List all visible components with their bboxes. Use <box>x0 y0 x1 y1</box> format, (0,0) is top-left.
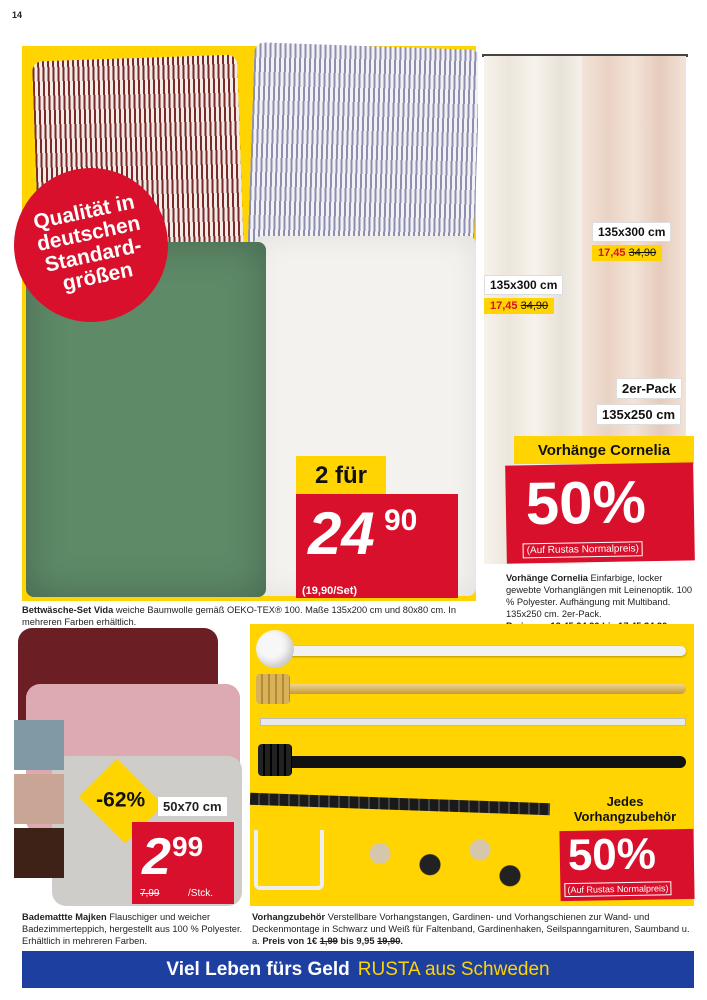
curtains-title-box: Vorhänge Cornelia <box>514 436 694 464</box>
hardware-discount: 50% <box>567 829 657 881</box>
curtains-discount: 50% <box>525 468 647 538</box>
hardware-discount-note: (Auf Rustas Normalpreis) <box>564 881 671 897</box>
rod-white-finial <box>256 630 294 668</box>
footer-brand: RUSTA aus Schweden <box>357 958 550 980</box>
bathmat-price-old: 7,99 <box>140 888 160 899</box>
curtain-price-b: 17,45 34,90 <box>484 298 554 314</box>
bracket-white <box>254 830 324 890</box>
bathmat-discount-badge: -62% <box>79 759 164 844</box>
bathmat-price-main: 2 <box>142 828 171 886</box>
quality-badge-text: Qualität in deutschen Standard-größen <box>31 190 144 296</box>
bedding-description: Bettwäsche-Set Vida weiche Baumwolle gemäß OEKO-TEX® 100. Maße 135x200 cm und 80x80 cm. In mehreren Farben erhältlich. <box>22 605 457 627</box>
bathmat-price-box <box>132 822 234 904</box>
bedding-offer-label: 2 für <box>296 456 386 496</box>
rod-gold <box>260 684 686 694</box>
bedding-price-main: 24 <box>308 500 375 567</box>
curtain-size-a: 135x300 cm <box>592 222 671 242</box>
rail-white <box>260 718 686 726</box>
footer-banner <box>22 951 694 988</box>
bathmat-unit: /Stck. <box>188 888 214 899</box>
bathmat-price-cents: 99 <box>172 831 204 862</box>
rings-and-hooks <box>340 824 540 898</box>
curtains-description: Vorhänge Cornelia Einfarbige, locker gewebte Vorhanglängen mit Leinenoptik. 100 % Polyester. Aufhängung mit Multiband. 135x250 cm. 2er-Pack. <box>506 573 693 619</box>
curtains-discount-box <box>505 462 695 563</box>
hardware-headline-box: Jedes Vorhangzubehör <box>556 788 694 830</box>
hardware-discount-box <box>559 829 694 901</box>
bedding-price-per: (19,90/Set) <box>302 585 358 597</box>
curtains-discount-note: (Auf Rustas Normalpreis) <box>523 541 644 558</box>
swatch-beige <box>14 774 64 824</box>
bedding-price-cents: 90 <box>384 504 418 537</box>
rod-white <box>260 646 686 656</box>
curtain-tag-a <box>592 222 671 261</box>
hardware-description: Vorhangzubehör Verstellbare Vorhangstangen, Gardinen- und Vorhangschienen zur Wand- und Deckenmontage in Schwarz und Weiß für Faltenband, Gardinenhaken, Seilspanngarnituren, Saumband u. a. Preis von 1€ 1,99 bis 9,95 19,90. <box>252 912 690 946</box>
curtain-tag-b <box>484 275 563 314</box>
page-number: 14 <box>12 10 23 20</box>
curtain-pack-size: 135x250 cm <box>596 404 681 425</box>
curtain-pack-label: 2er-Pack <box>616 378 682 399</box>
rod-black <box>260 756 686 768</box>
curtain-size-b: 135x300 cm <box>484 275 563 295</box>
swatch-blue <box>14 720 64 770</box>
curtain-price-a: 17,45 34,90 <box>592 245 662 261</box>
rod-gold-finial <box>256 674 290 704</box>
rail-black <box>250 793 550 815</box>
footer-slogan: Viel Leben fürs Geld <box>166 958 350 980</box>
bathmat-size: 50x70 cm <box>158 797 227 816</box>
rod-black-finial <box>258 744 292 776</box>
bedding-price-box <box>296 494 458 598</box>
swatch-brown <box>14 828 64 878</box>
bathmat-description: Bademattte Majken Flauschiger und weicher Badezimmerteppich, hergestellt aus 100 % Polyester. Erhältlich in mehreren Farben. <box>22 912 243 946</box>
